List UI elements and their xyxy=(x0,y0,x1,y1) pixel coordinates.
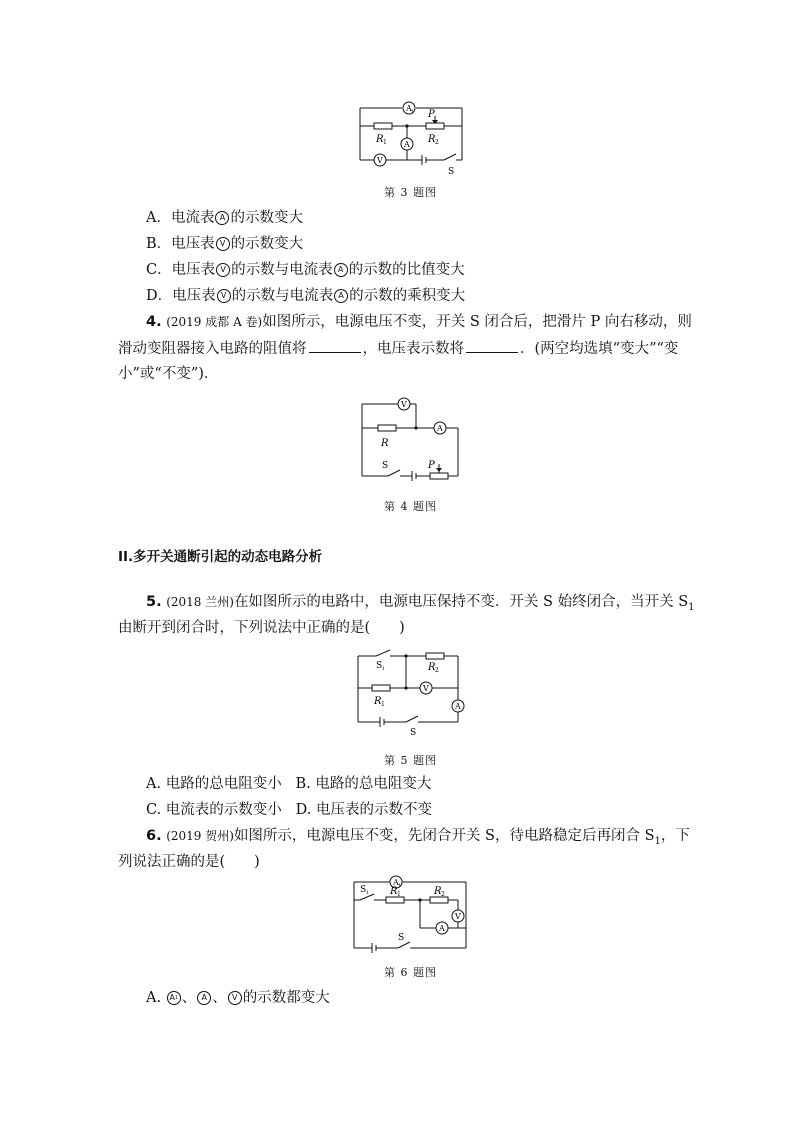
q3-option-c: C．电压表 V 的示数与电流表 A 的示数的比值变大 xyxy=(146,262,465,278)
figure-3-caption: 第 3 题图 xyxy=(384,186,437,199)
fig3-label-r1: R xyxy=(376,134,384,145)
q6-source: (2019 贺州) xyxy=(166,829,234,843)
fig3-label-s: S xyxy=(448,167,455,177)
fig6-label-r2: R xyxy=(434,886,442,897)
q5-number: 5. xyxy=(146,594,162,610)
q3-option-a: A．电流表 A 的示数变大 xyxy=(146,210,303,226)
circuit-figure-6 xyxy=(346,870,476,956)
q6-number: 6. xyxy=(146,828,162,844)
q5-option-d: D. 电压表的示数不变 xyxy=(295,802,432,818)
fig4-label-s: S xyxy=(382,461,389,471)
fig5-label-a: A xyxy=(455,702,461,711)
fig5-label-s1-sub: 1 xyxy=(382,666,386,672)
figure-5-caption: 第 5 题图 xyxy=(384,754,437,767)
voltmeter-icon: V xyxy=(216,263,230,277)
fig6-label-s: S xyxy=(398,933,405,943)
fig5-label-s: S xyxy=(410,728,417,738)
q5-source: (2018 兰州) xyxy=(166,595,234,609)
figure-4-caption: 第 4 题图 xyxy=(384,500,437,513)
ammeter-icon: A xyxy=(215,211,229,225)
fig3-label-a1-sub: 1 xyxy=(411,109,415,115)
fig6-label-r2-sub: 2 xyxy=(441,891,445,898)
q5-line-1: 5. (2018 兰州)在如图所示的电路中，电源电压保持不变．开关 S 始终闭合，当开关 $S_1$ xyxy=(146,594,695,613)
ammeter-a1-icon: A 1 xyxy=(167,991,181,1005)
fig6-label-r1-sub: 1 xyxy=(397,891,401,898)
circuit-figure-3 xyxy=(352,96,468,178)
answer-blank-2[interactable] xyxy=(466,338,518,353)
q5-options-row-1 xyxy=(146,774,431,794)
fig3-label-a1: A xyxy=(406,104,412,113)
q6-option-a: A. A 1 、 A 、 V 的示数都变大 xyxy=(146,990,330,1006)
fig5-label-s1: S xyxy=(376,661,383,671)
fig3-label-r2-sub: 2 xyxy=(435,139,439,146)
fig6-label-a1-sub: 1 xyxy=(398,883,402,889)
fig6-label-r1: R xyxy=(390,886,398,897)
section-heading: II.多开关通断引起的动态电路分析 xyxy=(118,549,323,565)
answer-blank-1[interactable] xyxy=(309,338,361,353)
q4-number: 4. xyxy=(146,314,162,330)
q6-line-2: 列说法正确的是( ) xyxy=(118,854,260,870)
fig5-label-r1-sub: 1 xyxy=(381,701,385,708)
q5-option-a: A. 电路的总电阻变小 xyxy=(146,776,282,792)
fig3-label-a: A xyxy=(404,140,410,149)
fig4-label-p: P xyxy=(428,460,435,471)
q4-line-2: 滑动变阻器接入电路的阻值将 ，电压表示数将 ．(两空均选填“变大”“变 xyxy=(118,338,678,359)
circuit-figure-4 xyxy=(354,394,464,484)
q4-line-3: 小”或“不变”)． xyxy=(118,366,219,382)
q5-line-2: 由断开到闭合时，下列说法中正确的是( ) xyxy=(118,620,405,636)
fig4-label-a: A xyxy=(437,424,443,433)
fig6-label-v: V xyxy=(455,912,461,921)
fig3-label-r2: R xyxy=(428,134,436,145)
q5-option-b: B. 电路的总电阻变大 xyxy=(295,776,432,792)
fig4-label-r: R xyxy=(381,438,389,449)
fig6-label-s1-sub: 1 xyxy=(366,890,370,896)
voltmeter-icon: V xyxy=(228,991,242,1005)
q4-line-1: 4. (2019 成都 A 卷)如图所示，电源电压不变，开关 S 闭合后，把滑片 P 向右移动，则 xyxy=(146,314,692,330)
q5-options-row-2 xyxy=(146,800,432,820)
fig6-label-a1: A xyxy=(393,878,399,887)
q4-source: (2019 成都 A 卷) xyxy=(166,315,263,329)
fig5-label-r1: R xyxy=(374,696,382,707)
fig3-label-r1-sub: 1 xyxy=(383,139,387,146)
fig6-label-s1: S xyxy=(360,885,367,895)
q5-option-c: C. 电流表的示数变小 xyxy=(146,802,282,818)
fig4-label-v: V xyxy=(401,400,407,409)
ammeter-icon: A xyxy=(334,289,348,303)
fig3-label-p: P xyxy=(428,109,435,120)
q3-option-d: D．电压表 V 的示数与电流表 A 的示数的乘积变大 xyxy=(146,288,466,304)
q6-line-1: 6. (2019 贺州)如图所示，电源电压不变，先闭合开关 S，待电路稳定后再闭合 $S_1$，下 xyxy=(146,828,690,847)
fig5-label-r2-sub: 2 xyxy=(435,667,439,674)
voltmeter-icon: V xyxy=(217,289,231,303)
circuit-figure-5 xyxy=(350,648,470,738)
ammeter-icon: A xyxy=(197,991,211,1005)
ammeter-icon: A xyxy=(334,263,348,277)
fig5-label-v: V xyxy=(423,684,429,693)
voltmeter-icon: V xyxy=(216,237,230,251)
q3-option-b: B．电压表 V 的示数变大 xyxy=(146,236,304,252)
fig6-label-a: A xyxy=(439,924,445,933)
fig5-label-r2: R xyxy=(428,662,436,673)
figure-6-caption: 第 6 题图 xyxy=(384,966,437,979)
fig3-label-v: V xyxy=(377,156,383,165)
